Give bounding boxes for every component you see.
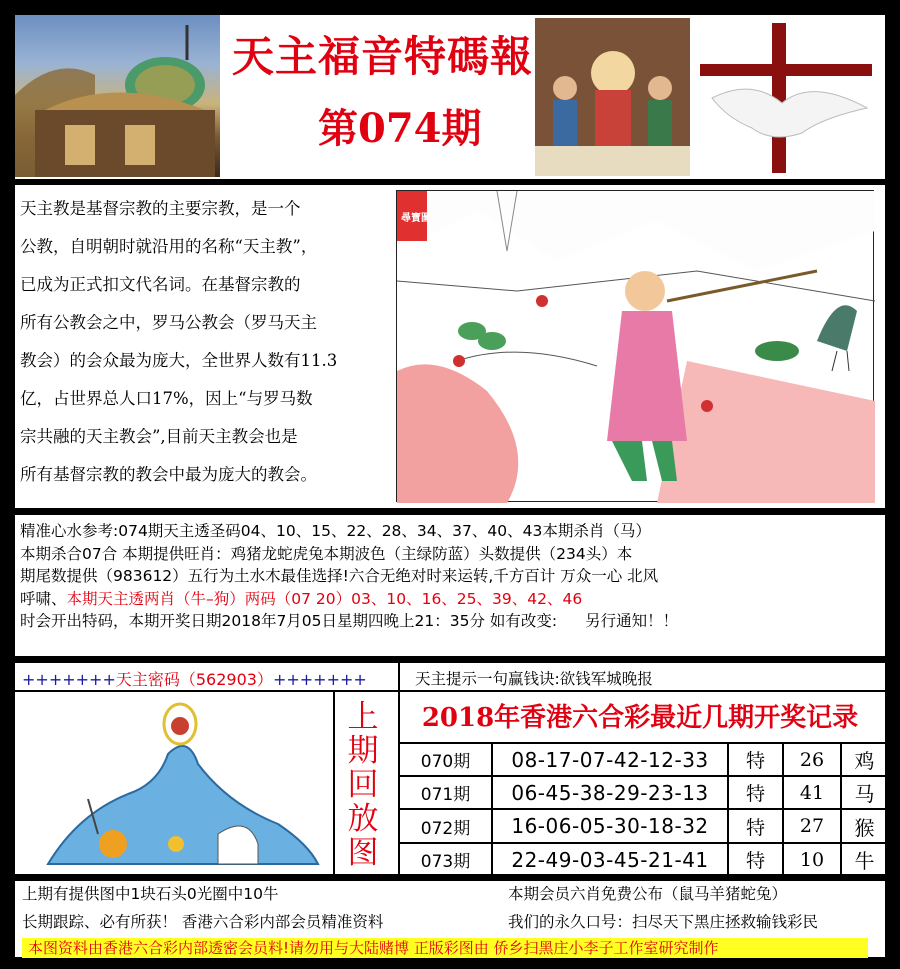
numbers-cell: 06-45-38-29-23-13 xyxy=(511,780,709,805)
intro-line: 教会）的会众最为庞大，全世界人数有11.3 xyxy=(20,351,338,370)
replay-char: 回 xyxy=(347,767,379,803)
special-number: 10 xyxy=(799,848,825,871)
info-line: 期尾数提供（983612）五行为土水木最佳选择!六合无绝对时来运转,千方百计 万众一心 北风 xyxy=(20,567,659,585)
divider xyxy=(333,692,335,876)
zodiac-cell: 鸡 xyxy=(854,749,875,773)
info-line xyxy=(20,588,880,611)
issue-cell: 073期 xyxy=(420,852,471,872)
religious-painting xyxy=(535,18,690,176)
special-label: 特 xyxy=(745,850,765,872)
treasure-map-illustration xyxy=(396,190,874,502)
intro-line: 亿，占世界总人口17%，因上“与罗马数 xyxy=(20,389,313,408)
footer-left-2: 长期跟踪、必有所获！ 香港六合彩内部会员精准资料 xyxy=(22,913,384,931)
issue-cell: 072期 xyxy=(420,818,471,839)
last-issue-image xyxy=(18,694,332,872)
numbers-cell: 22-49-03-45-21-41 xyxy=(511,847,709,872)
secret-code xyxy=(22,667,367,690)
info-line: 精准心水参考:074期天主透圣码04、10、15、22、28、34、37、40、43本期杀肖（马） xyxy=(20,522,651,540)
zodiac-cell: 牛 xyxy=(854,849,875,873)
issue-cell: 070期 xyxy=(420,752,471,772)
info-highlight: 本期天主透两肖（牛–狗）两码（07 20）03、10、16、25、39、42、46 xyxy=(66,589,583,608)
intro-line: 所有公教会之中，罗马公教会（罗马天主 xyxy=(20,313,317,332)
intro-line: 公教，自明朝时就沿用的名称“天主教”， xyxy=(20,237,318,256)
results-title: 2018年香港六合彩最近几期开奖记录 xyxy=(421,703,859,733)
special-number: 41 xyxy=(799,781,825,804)
footer-left-1: 上期有提供图中1块石头0光圈中10牛 xyxy=(22,885,279,903)
divider xyxy=(13,690,887,692)
numbers-cell: 08-17-07-42-12-33 xyxy=(511,747,709,772)
special-number: 27 xyxy=(799,815,825,837)
intro-line: 所有基督宗教的教会中最为庞大的教会。 xyxy=(20,465,317,484)
special-label: 特 xyxy=(745,750,765,772)
info-line xyxy=(20,610,880,633)
secret-prefix: +++++++ xyxy=(22,670,116,689)
info-notice: 另行通知！！ xyxy=(585,612,679,630)
special-number: 26 xyxy=(799,748,825,771)
secret-suffix: +++++++ xyxy=(272,670,367,689)
footer-banner: 本图资料由香港六合彩内部透密会员料!请勿用与大陆赌博 正版彩图由 侨乡扫黑庄小李子工作室研究制作 xyxy=(22,938,868,958)
intro-line: 天主教是基督宗教的主要宗教，是一个 xyxy=(20,199,301,218)
info-text-plain: 时会开出特码，本期开奖日期2018年7月05日星期四晚上21：35分 如有改变: xyxy=(20,612,558,630)
cathedral-photo xyxy=(15,15,220,177)
cross-dove-image xyxy=(692,18,882,176)
issue-cell: 071期 xyxy=(420,785,471,805)
zodiac-cell: 猴 xyxy=(854,815,875,840)
replay-char: 期 xyxy=(347,733,379,769)
secret-label: 天主密码（562903） xyxy=(115,670,273,689)
intro-line: 已成为正式扣文代名词。在基督宗教的 xyxy=(20,275,301,294)
issue-number: 第074期 xyxy=(318,105,482,152)
intro-text xyxy=(20,190,375,494)
zodiac-cell: 马 xyxy=(854,782,875,806)
info-text-plain: 呼啸、 xyxy=(20,589,67,608)
special-label: 特 xyxy=(745,783,765,805)
info-line: 本期杀合07合 本期提供旺肖：鸡猪龙蛇虎兔本期波色（主绿防蓝）头数提供（234头）本 xyxy=(20,544,633,563)
replay-char: 上 xyxy=(347,699,379,735)
page-title: 天主福音特碼報 xyxy=(232,32,534,81)
footer-right-2: 我们的永久口号：扫尽天下黑庄拯救输钱彩民 xyxy=(508,913,819,931)
numbers-cell: 16-06-05-30-18-32 xyxy=(511,814,709,838)
treasure-map-stamp: 尋寶圖 xyxy=(401,213,431,224)
special-label: 特 xyxy=(745,816,765,839)
replay-char: 放 xyxy=(347,801,379,837)
replay-char: 图 xyxy=(347,835,379,871)
replay-label xyxy=(343,700,383,870)
winning-tip: 天主提示一句赢钱诀:欲钱军城晚报 xyxy=(415,670,653,688)
intro-line: 宗共融的天主教会”,目前天主教会也是 xyxy=(20,427,298,446)
footer-right-1: 本期会员六肖免费公布（鼠马羊猪蛇兔） xyxy=(508,885,788,903)
info-text xyxy=(20,520,880,633)
